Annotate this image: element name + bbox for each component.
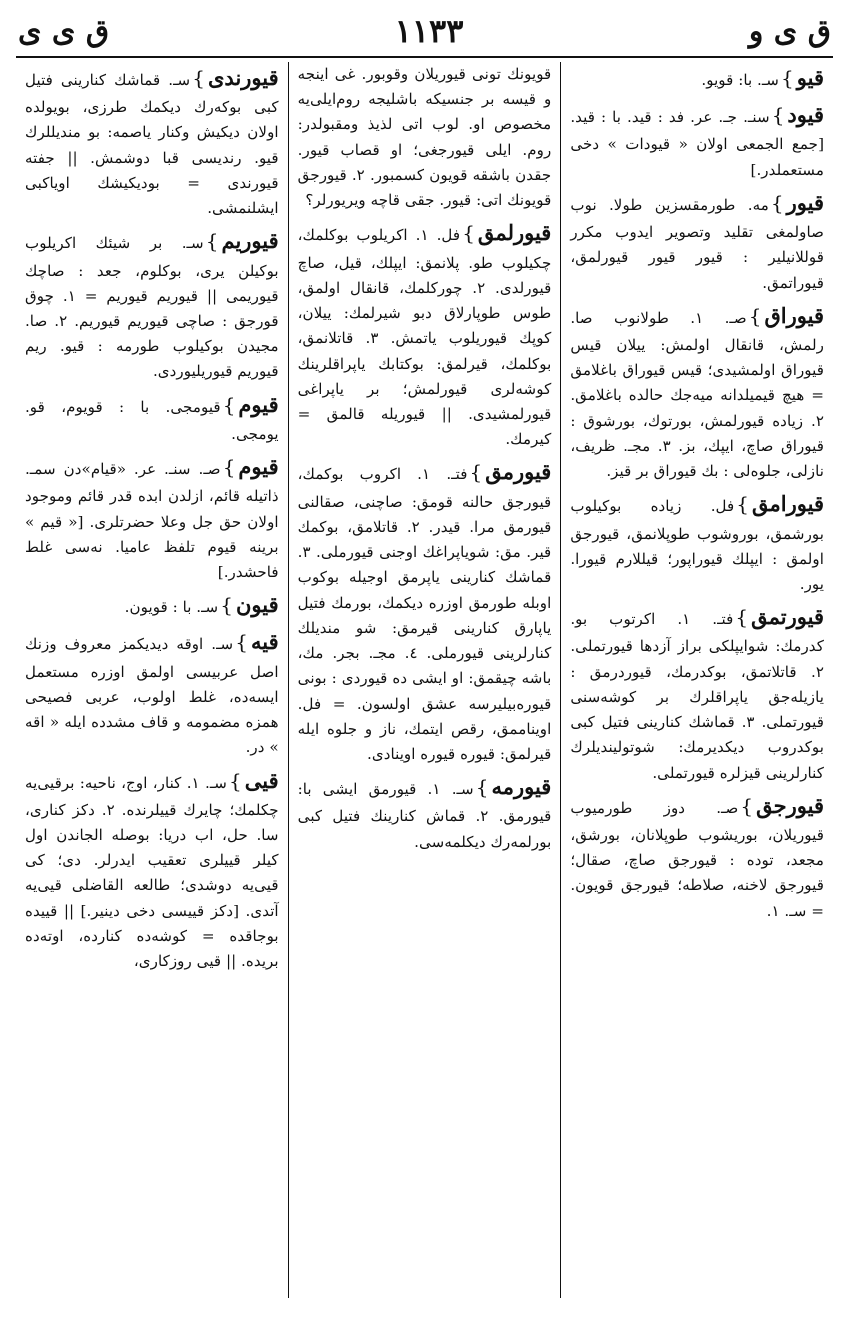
brace-mark: } (771, 103, 785, 128)
entry-headword: قيور (786, 189, 824, 215)
entry-definition: صـ. ١. طولانوب صا. رلمش، قانقال اولمش: ييلان قيس قيوراق اولمشيدى؛ قيس قيوراق باغلامق = هيچ قيميلدانه ميه‌جك حالده باغلامق. ٢. زياده قيورلمش، بورتوك، بورشوق : قيوراق صاچ، ايپك، بز. ٣. مجـ. ظريف، نازلى، جلوه‌لى : بك قيوراق بر قيز. (570, 308, 824, 481)
entry-definition: فتـ. ١. اكروب بوكمك، قيورجق حالنه قومق: صاچنى، صقالنى قيورمق مرا. قيدر. ٢. قاتلامق، بوكمك قير. مق: شوياپراغك اوجنى قيورملى. ٣. قماشك كنارينى ياپرمق اوجيله بوكوب اوبله طورمق اوزره ديكمك، بورمك فتيل ياپارق كنارينى قيرمق: شو منديلك كنارلرينى قيورملى. ٤. مجـ. بجر. مك، باشه چيقمق: او ايشى ده قيوردى : بونى قيوره‌بيليرسه عشق اولسون. = فل. اويناممق، رقص ايتمك، ناز و جلوه ايله قيرلمق: قيوره قيوره اوينادى. (297, 465, 552, 763)
dictionary-entry (570, 300, 824, 485)
dictionary-entry (570, 601, 824, 786)
dictionary-entry (25, 589, 279, 622)
entry-headword: قيو (796, 65, 824, 90)
page-header (18, 6, 831, 56)
header-rule (16, 56, 833, 58)
text-columns (16, 62, 833, 1298)
entry-headword: قيى (244, 767, 279, 793)
dictionary-entry (25, 62, 279, 221)
entry-definition: صـ. دوز طورميوب قيوريلان، بوريشوب طوپلانان، بورشق، مجعد، توده : قيورجق صاچ، صقال؛ قيورجق لاخنه، صلاطه؛ قيورجق قويون. = سـ. ١. (570, 798, 824, 920)
dictionary-entry (25, 451, 279, 585)
dictionary-entry (570, 99, 824, 183)
dictionary-entry (298, 217, 552, 452)
dictionary-entry (570, 187, 824, 296)
brace-mark: } (192, 66, 205, 90)
entry-definition: مه. طورمقسزين طولا. نوب صاولمغى تقليد وتصوير ايدوب مكرر قوللانيلير : قيور قيور قيورلمق، قيوراتمق. (570, 195, 824, 292)
brace-mark: } (222, 392, 236, 417)
entry-definition: سـ. با : قويون. (124, 598, 219, 617)
brace-mark: } (205, 229, 219, 254)
column-middle (289, 62, 562, 1298)
entry-definition: فتـ. ١. اكرتوب بو. كدرمك: شوايپلكى براز آزدها قيورتملى. ٢. قاتلاتمق، بوكدرمك، قيوردرمق : يازيله‌جق ياپراقلرك بر كوشه‌سنى قيورتملى. ٣. قماشك كنارينى فتيل كبى بوكدروب ديكديرمك: شوتولينديلرك كنارلرينى قيزلره قيورتملى. (570, 610, 824, 782)
brace-mark: } (735, 605, 749, 630)
entry-definition: قويونك تونى قيوريلان وقوبور. غى اينجه و قيسه بر جنسيكه باشليجه روم‌ايلى‌يه مخصوص او. لوب اتى لذيذ ومقبولدر: روم. ايلى قيورجغى؛ او قصاب قيور. جقدن باشقه قويون كسمبور. ٢. قيورجق قويونك اتى: قيور. جقى قاچه ويريورلر؟ (297, 65, 552, 210)
brace-mark: } (235, 630, 249, 655)
dictionary-entry (25, 765, 279, 975)
entry-headword: قيورجق (756, 792, 824, 818)
entry-definition: سـ. قماشك كنارينى فتيل كبى بوكه‌رك ديكمك طرزى، بويولده اولان ديكيش وكنار ياصمه: بو منديللرك قيو. رنديسى قبا دوشمش. || جفته قيورندى = بوديكيشك اوياكبى ايشلنمشى. (24, 71, 279, 218)
brace-mark: } (475, 775, 489, 800)
entry-definition: صـ. سنـ. عر. «قيام»دن سمـ. ذاتيله قائم، ازلدن ابده قدر قائم وموجود اولان حق جل وعلا حضرتلرى. [« قيم » برينه قيوم تلفظ عاميا. نه‌سى غلط فاحشدر.] (24, 460, 279, 582)
entry-headword: قيورمه (491, 774, 552, 800)
entry-definition: فل. ١. اكريلوب بوكلمك، چكيلوب طو. پلانمق: ايپلك، قيل، صاچ قيورلدى. ٢. چوركلمك، قانقال اولمق، طوس طوپارلاق دبو شيرلمك: ييلان، كوپك قيوريلوب ياتمش. ٣. قاتلانمق، بوكلمك، قيرلمق: بوكتابك ياپراقلرينك كوشه‌لرى قيورلمش؛ بر ياپراغى قيورلمشيدى. || قيوريله قالمق = كيرمك. (297, 226, 552, 449)
entry-definition: سـ. با: قويو. (701, 71, 780, 89)
dictionary-entry (298, 771, 552, 855)
header-right-word: ق ی و (748, 13, 831, 49)
entry-definition: سـ. ١. كنار، اوج، ناحيه: برقيى‌يه چكلمك؛ چايرك قييلرنده. ٢. دكز كنارى، سا. حل، اب دريا: بوصله الجاندن اول كيلر قييلرى تعقيب ايدرلر. دى؛ كى قيى‌يه دوشدى؛ طالعه القاضلى قيى‌يه آتدى. [دكز قييسى دخى دينير.] || قييده بوجاقده = كوشه‌ده كنارده، اوته‌ده بريده. || قيى روزكارى، (24, 773, 279, 971)
dictionary-entry (298, 62, 552, 213)
brace-mark: } (740, 793, 754, 818)
dictionary-entry (25, 389, 279, 447)
entry-headword: قيوراق (764, 302, 824, 328)
brace-mark: } (220, 593, 233, 618)
brace-mark: } (770, 190, 784, 215)
dictionary-entry (25, 626, 279, 760)
entry-definition: سـ. ١. قيورمق ايشى با: قيورمق. ٢. قماش كنارينك فتيل كبى بورلمه‌رك ديكلمه‌سى. (297, 780, 552, 851)
dictionary-entry (570, 488, 824, 597)
brace-mark: } (781, 66, 794, 90)
brace-mark: } (229, 768, 242, 793)
entry-headword: قيون (236, 592, 279, 618)
page-number: ١١٣٣ (394, 12, 464, 50)
entry-headword: قيود (787, 102, 824, 128)
dictionary-entry (570, 790, 824, 924)
entry-definition: سـ. اوقه ديديكمز معروف وزنك اصل عربيسى اولمق اوزره مستعمل ايسه‌ده، غلط اولوب، عربى فصيحى همزه مضمومه و قاف مشدده ايله « اقه » در. (24, 635, 279, 757)
brace-mark: } (469, 460, 483, 485)
entry-headword: قيه (251, 629, 279, 655)
entry-headword: قيوم (238, 454, 279, 480)
brace-mark: } (222, 455, 236, 480)
dictionary-entry (298, 456, 552, 767)
brace-mark: } (736, 492, 750, 517)
entry-headword: قيورلمق (477, 220, 552, 246)
entry-definition: سنـ. جـ. عر. فد : قيد. با : قيد. [جمع الجمعى اولان « قيودات » دخى مستعملدر.] (570, 108, 824, 179)
header-left-word: ق ی ی (18, 13, 110, 49)
entry-headword: قيوم (238, 391, 279, 417)
column-left (16, 62, 289, 1298)
dictionary-entry (570, 62, 824, 95)
entry-definition: قيومجى. با : قويوم، قو. يومجى. (24, 397, 279, 443)
column-right (561, 62, 833, 1298)
brace-mark: } (462, 221, 475, 246)
entry-headword: قيورامق (752, 491, 824, 517)
dictionary-entry (25, 225, 279, 384)
entry-definition: فل. زياده بوكيلوب بورشمق، بوروشوب طوپلانمق، قيورجق اولمق : ايپلك قيوراپور؛ قيللارم قيورا. يور. (570, 497, 824, 593)
entry-headword: قيورتمق (751, 604, 824, 630)
entry-definition: سـ. بر شيئك اكريلوب بوكيلن يرى، بوكلوم، جعد : صاچك قيوريمى || قيوريم قيوريم = ١. چوق قورجق : صاچى قيوريم قيوريم. ٢. صا. مجيدن بوكيلوب طورمه : قيو. ريم قيوريم قيوريليوردى. (24, 234, 279, 381)
entry-headword: قيورمق (485, 459, 552, 485)
entry-headword: قيوريم (221, 228, 279, 254)
brace-mark: } (748, 303, 762, 328)
entry-headword: قيورندى (207, 65, 279, 90)
